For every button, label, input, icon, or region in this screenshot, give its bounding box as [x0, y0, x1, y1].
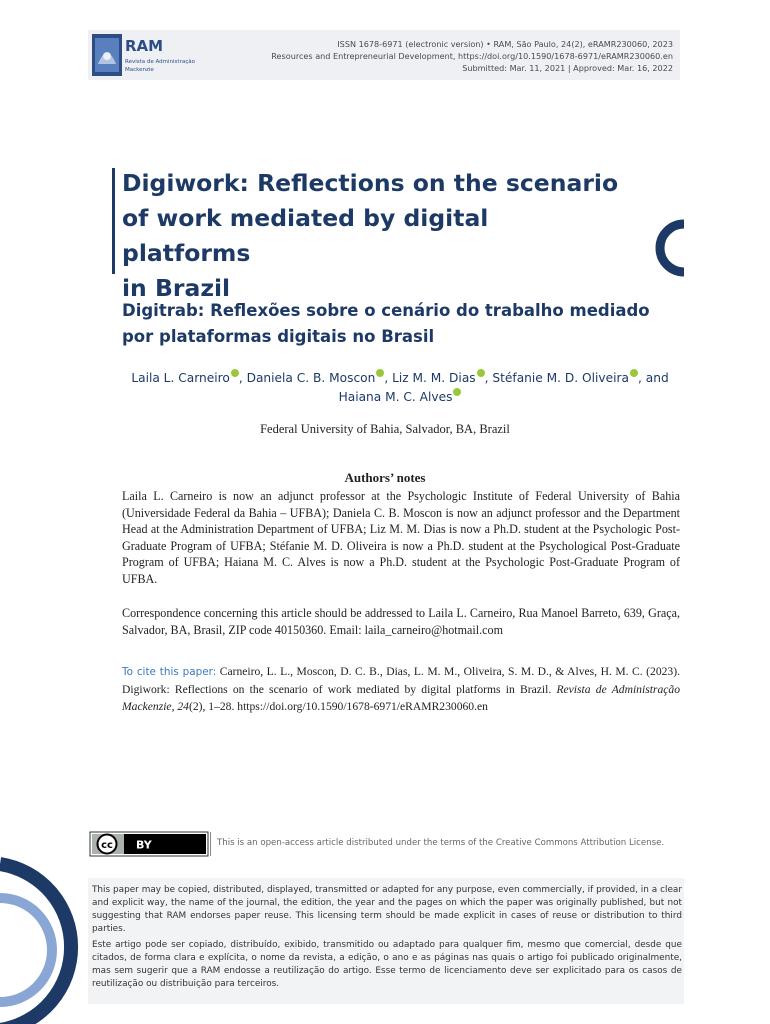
- author-name[interactable]: Liz M. M. Dias: [392, 371, 476, 385]
- subtitle-line: por plataformas digitais no Brasil: [122, 327, 435, 346]
- author-name[interactable]: Stéfanie M. D. Oliveira: [492, 371, 629, 385]
- citation-block: [122, 663, 680, 715]
- cite-label: To cite this paper:: [122, 666, 217, 678]
- authors-notes-body: Laila L. Carneiro is now an adjunct professor at the Psychologic Institute of Federal University of Bahia (Universidade Federal da Bahia – UFBA); Daniela C. B. Moscon is now an adjunct professor and the Department Head at the Administration Department of UFBA; Liz M. M. Dias is now a Ph.D. student at the Psychologic Post-Graduate Program of UFBA; Stéfanie M. D. Oliveira is now a Ph.D. student at the Psychological Post-Graduate Program of UFBA; Haiana M. C. Alves is now a Ph.D. student at the Psychologic Post-Graduate Program of UFBA.: [122, 489, 680, 586]
- author-name[interactable]: Daniela C. B. Moscon: [246, 371, 376, 385]
- divider: [210, 832, 211, 856]
- subtitle-line: Digitrab: Reflexões sobre o cenário do trabalho mediado: [122, 301, 650, 320]
- citation-text: ,: [171, 700, 178, 713]
- orcid-icon[interactable]: [477, 369, 485, 377]
- orcid-icon[interactable]: [630, 369, 638, 377]
- logo-brand: RAM: [125, 37, 164, 55]
- author-separator: ,: [484, 371, 493, 385]
- citation-doi[interactable]: (2), 1–28. https://doi.org/10.1590/1678-6971/eRAMR230060.en: [188, 700, 488, 713]
- title-line: of work mediated by digital platforms: [122, 204, 489, 267]
- author-list: [120, 369, 680, 407]
- journal-header: [271, 38, 673, 74]
- license-terms-pt: Este artigo pode ser copiado, distribuído, exibido, transmitido ou adaptado para qualquer fim, mesmo que comercial, desde que citados, de forma clara e explícita, o nome da revista, a edição, o ano e as páginas nas quais o artigo foi publicado originalmente, mas sem sugerir que a RAM endosse a reutilização do artigo. Esse termo de licenciamento deve ser explicitado para os casos de reutilização ou distribuição para terceiros.: [92, 940, 682, 989]
- license-terms-en: This paper may be copied, distributed, displayed, transmitted or adapted for any purpose, even commercially, if provided, in a clear and explicit way, the name of the journal, the edition, the year and the pages on which the paper was originally published, but not suggesting that RAM endorses paper reuse. This licensing term should be made explicit in cases of reuse or distribution to third parties.: [92, 885, 682, 934]
- citation-journal: Revista de Administração Mackenzie: [122, 683, 680, 713]
- author-and: , and: [638, 371, 669, 385]
- orcid-icon[interactable]: [453, 388, 461, 396]
- cc-badge-by: BY: [136, 838, 152, 852]
- header-dates-line: Submitted: Mar. 11, 2021 | Approved: Mar. 16, 2022: [462, 63, 673, 73]
- title-line: Digiwork: Reflections on the scenario: [122, 169, 619, 197]
- decorative-corner-arc-icon: [0, 858, 80, 1024]
- author-name[interactable]: Laila L. Carneiro: [131, 371, 230, 385]
- author-separator: ,: [238, 371, 247, 385]
- title-accent-bar: [112, 168, 115, 274]
- orcid-icon[interactable]: [231, 369, 239, 377]
- ram-logo: [92, 34, 195, 76]
- logo-tagline-1: Revista de Administração: [125, 59, 195, 65]
- affiliation: Federal University of Bahia, Salvador, BA, Brazil: [260, 422, 510, 436]
- citation-volume: 24: [177, 700, 189, 713]
- header-doi-line: Resources and Entrepreneurial Development, https://doi.org/10.1590/1678-6971/eRAMR230060.en: [271, 51, 673, 61]
- cc-by-license-icon[interactable]: [90, 832, 208, 856]
- header-issn-line: ISSN 1678-6971 (electronic version) • RAM, São Paulo, 24(2), eRAMR230060, 2023: [337, 39, 673, 49]
- author-name[interactable]: Haiana M. C. Alves: [338, 390, 453, 404]
- logo-tagline-2: Mackenzie: [125, 67, 154, 73]
- title-line: in Brazil: [122, 274, 231, 302]
- cc-badge-cc: cc: [101, 840, 113, 851]
- citation-text: Carneiro, L. L., Moscon, D. C. B., Dias, L. M. M., Oliveira, S. M. D., & Alves, H. M. C. (2023). Digiwork: Reflections on the scenario of work mediated by digital platforms in Brazil.: [122, 665, 680, 696]
- authors-notes-heading: Authors’ notes: [344, 470, 426, 485]
- license-terms: [92, 884, 682, 994]
- article-subtitle: [122, 298, 682, 350]
- correspondence-note: Correspondence concerning this article should be addressed to Laila L. Carneiro, Rua Manoel Barreto, 639, Graça, Salvador, BA, Brasil, ZIP code 40150360. Email: laila_carneiro@hotmail.com: [122, 606, 680, 637]
- article-title: [122, 166, 622, 306]
- license-statement: This is an open-access article distributed under the terms of the Creative Commons Attribution License.: [217, 838, 665, 848]
- author-separator: ,: [384, 371, 393, 385]
- decorative-arc-icon: [646, 218, 686, 278]
